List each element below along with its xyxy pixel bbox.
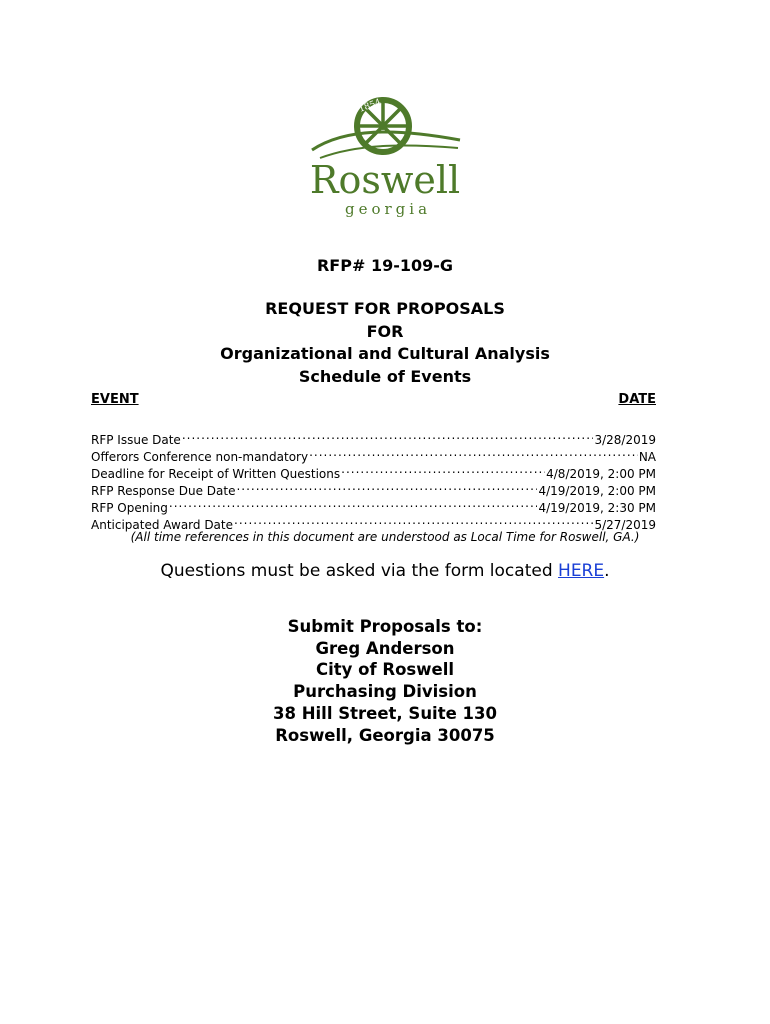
- division-name: Purchasing Division: [293, 682, 477, 702]
- contact-name: Greg Anderson: [315, 638, 455, 658]
- schedule-event: Deadline for Receipt of Written Questions: [91, 467, 341, 481]
- schedule-date: 3/28/2019: [594, 433, 656, 447]
- submission-address: [0, 616, 770, 746]
- schedule-event: RFP Response Due Date: [91, 484, 236, 498]
- schedule-date: 4/19/2019, 2:30 PM: [538, 501, 656, 515]
- time-reference-note: (All time references in this document are understood as Local Time for Roswell, GA.): [130, 530, 640, 544]
- schedule-event: Anticipated Award Date: [91, 518, 234, 532]
- schedule-date: 4/8/2019, 2:00 PM: [546, 467, 656, 481]
- schedule-row: [91, 512, 656, 532]
- logo-state: georgia: [344, 200, 432, 218]
- questions-line: [0, 561, 770, 581]
- dot-leader: [169, 495, 538, 512]
- schedule-event: Offerors Conference non-mandatory: [91, 450, 309, 464]
- organization-name: City of Roswell: [315, 660, 455, 680]
- schedule-date: NA: [638, 450, 656, 464]
- dot-leader: [182, 427, 594, 444]
- questions-suffix: .: [604, 561, 610, 581]
- submit-heading: Submit Proposals to:: [287, 617, 483, 636]
- dot-leader: [309, 444, 638, 461]
- title-line-4: Schedule of Events: [298, 366, 472, 386]
- schedule-row: [91, 427, 656, 447]
- questions-text: Questions must be asked via the form located: [160, 561, 559, 581]
- document-title: [0, 298, 770, 388]
- schedule-event: RFP Issue Date: [91, 433, 181, 447]
- schedule-list: [91, 427, 656, 532]
- dot-leader: [234, 512, 593, 529]
- title-line-3: Organizational and Cultural Analysis: [220, 344, 550, 363]
- title-line-2: FOR: [366, 321, 404, 341]
- logo-wordmark: Roswell: [309, 158, 461, 202]
- schedule-event: RFP Opening: [91, 501, 168, 515]
- dot-leader: [236, 478, 537, 495]
- event-column-header: EVENT: [91, 392, 139, 407]
- rfp-number: RFP# 19-109-G: [316, 256, 454, 275]
- here-link[interactable]: HERE: [558, 561, 605, 581]
- logo-year: 1854: [357, 97, 383, 115]
- date-column-header: DATE: [618, 392, 656, 407]
- title-line-1: REQUEST FOR PROPOSALS: [265, 299, 505, 318]
- dot-leader: [341, 461, 545, 478]
- schedule-date: 4/19/2019, 2:00 PM: [538, 484, 656, 498]
- schedule-date: 5/27/2019: [594, 518, 656, 532]
- city-state-zip: Roswell, Georgia 30075: [275, 725, 495, 745]
- street-address: 38 Hill Street, Suite 130: [273, 703, 497, 723]
- roswell-logo: [300, 88, 470, 220]
